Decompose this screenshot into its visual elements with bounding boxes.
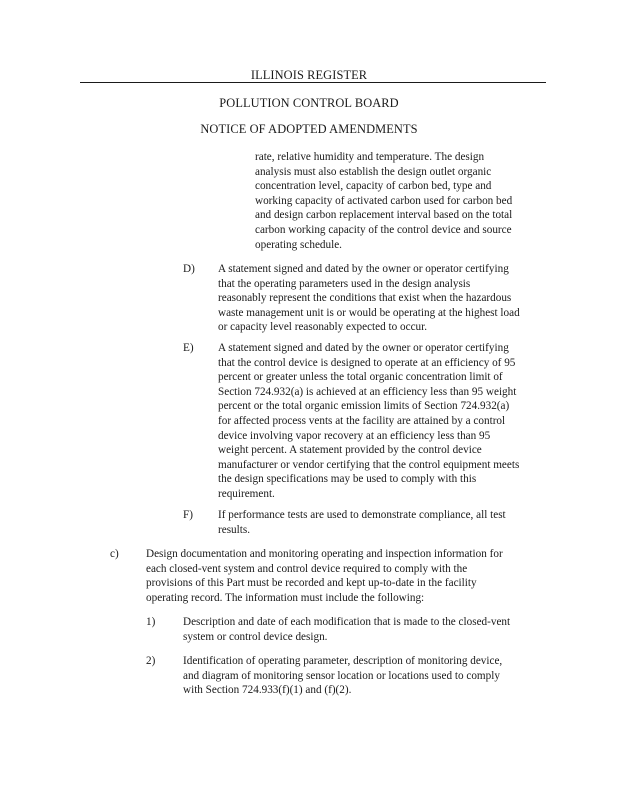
item-1-label: 1): [146, 616, 156, 628]
continuation-paragraph: [255, 150, 512, 252]
text-line: Design documentation and monitoring operating and inspection information for: [146, 548, 503, 560]
text-line: requirement.: [218, 487, 275, 500]
text-line: concentration level, capacity of carbon bed, type and: [255, 180, 492, 193]
register-title: ILLINOIS REGISTER: [250, 68, 368, 82]
text-line: reasonably represent the conditions that exist when the hazardous: [218, 292, 512, 305]
text-line: analysis must also establish the design outlet organic: [255, 165, 492, 178]
text-line: weight percent. A statement provided by the control device: [218, 444, 482, 457]
item-f-paragraph: [218, 508, 506, 537]
text-line: device involving vapor recovery at an efficiency less than 95: [218, 429, 491, 442]
text-line: results.: [218, 523, 251, 536]
item-2-paragraph: [183, 654, 502, 698]
text-line: that the control device is designed to operate at an efficiency of 95: [218, 356, 516, 369]
text-line: A statement signed and dated by the owner or operator certifying: [218, 342, 509, 354]
text-line: Identification of operating parameter, description of monitoring device,: [183, 655, 503, 667]
text-line: operating schedule.: [255, 238, 342, 251]
text-line: and diagram of monitoring sensor location or locations used to comply: [183, 669, 500, 682]
item-c-label: c): [110, 548, 119, 560]
item-2-label: 2): [146, 655, 156, 667]
text-line: Description and date of each modification that is made to the closed-vent: [183, 616, 511, 628]
text-line: carbon working capacity of the control device and source: [255, 223, 512, 236]
text-line: provisions of this Part must be recorded and kept up-to-date in the facility: [146, 577, 477, 590]
text-line: waste management unit is or would be operating at the highest load: [218, 306, 520, 319]
text-line: working capacity of activated carbon used for carbon bed: [255, 194, 513, 207]
text-line: Section 724.932(a) is achieved at an efficiency less than 95 weight: [218, 385, 517, 398]
item-e-label: E): [183, 342, 194, 354]
notice-title: NOTICE OF ADOPTED AMENDMENTS: [200, 122, 418, 136]
text-line: If performance tests are used to demonstrate compliance, all test: [218, 509, 506, 521]
text-line: and design carbon replacement interval based on the total: [255, 209, 513, 222]
item-d-label: D): [183, 263, 195, 275]
board-title: POLLUTION CONTROL BOARD: [219, 96, 399, 110]
text-line: rate, relative humidity and temperature. The design: [255, 151, 485, 163]
text-line: operating record. The information must include the following:: [146, 591, 425, 604]
item-e-paragraph: [218, 341, 519, 502]
item-d-paragraph: [218, 262, 520, 335]
item-f-label: F): [183, 509, 193, 521]
text-line: or capacity level reasonably expected to occur.: [218, 321, 428, 334]
text-line: for affected process vents at the facility are attained by a control: [218, 414, 506, 427]
text-line: percent or the total organic emission limits of Section 724.932(a): [218, 400, 510, 413]
item-c-paragraph: [146, 547, 503, 605]
text-line: the design specifications may be used to comply with this: [218, 473, 477, 486]
text-line: manufacturer or vendor certifying that the control equipment meets: [218, 458, 520, 471]
text-line: with Section 724.933(f)(1) and (f)(2).: [183, 684, 352, 697]
item-1-paragraph: [183, 615, 510, 644]
text-line: system or control device design.: [183, 630, 328, 643]
text-line: each closed-vent system and control device required to comply with the: [146, 562, 468, 575]
text-line: that the operating parameters used in the design analysis: [218, 277, 471, 290]
text-line: percent or greater unless the total organic concentration limit of: [218, 371, 503, 384]
text-line: A statement signed and dated by the owner or operator certifying: [218, 263, 509, 275]
